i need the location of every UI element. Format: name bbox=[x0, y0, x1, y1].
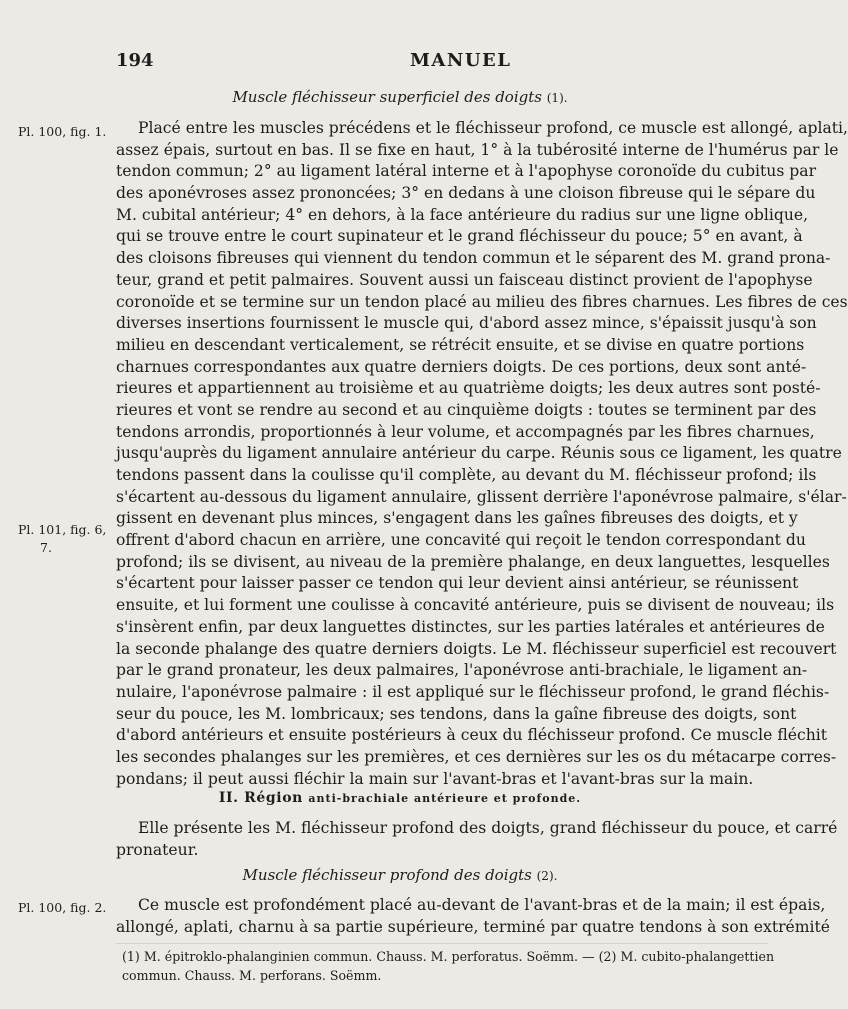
footnote-ref: (2). bbox=[536, 869, 558, 883]
text-line: allongé, aplati, charnu à sa partie supérieure, terminé par quatre tendons à son extrémité bbox=[116, 917, 831, 936]
page-number: 194 bbox=[116, 50, 154, 71]
text-line: s'écartent pour laisser passer ce tendon qui leur devient ainsi antérieur, se réunissent bbox=[116, 574, 799, 593]
text-line: des cloisons fibreuses qui viennent du tendon commun et le séparent des M. grand prona- bbox=[116, 249, 831, 268]
text-line: s'écartent au-dessous du ligament annulaire, glissent derrière l'aponévrose palmaire, s'élar- bbox=[116, 487, 847, 506]
running-title: MANUEL bbox=[410, 50, 512, 71]
text-line: seur du pouce, les M. lombricaux; ses tendons, dans la gaîne fibreuse des doigts, sont bbox=[116, 704, 797, 723]
text-line: ensuite, et lui forment une coulisse à concavité antérieure, puis se divisent de nouveau; ils bbox=[116, 596, 835, 615]
text-line: assez épais, surtout en bas. Il se fixe en haut, 1° à la tubérosité interne de l'humérus par le bbox=[116, 140, 839, 159]
text-line: gissent en devenant plus minces, s'engagent dans les gaînes fibreuses des doigts, et y bbox=[116, 509, 798, 528]
text-line: qui se trouve entre le court supinateur et le grand fléchisseur du pouce; 5° en avant, à bbox=[116, 227, 803, 246]
text-line: rieures et vont se rendre au second et au cinquième doigts : toutes se terminent par des bbox=[116, 400, 817, 419]
paragraph-flechisseur-superficiel bbox=[116, 118, 848, 790]
section-title-text: Muscle fléchisseur profond des doigts bbox=[242, 866, 532, 884]
section-title-text: Muscle fléchisseur superficiel des doigts bbox=[232, 88, 542, 106]
footnote-ref: (1). bbox=[546, 91, 568, 105]
text-line: Ce muscle est profondément placé au-devant de l'avant-bras et de la main; il est épais, bbox=[138, 896, 826, 914]
text-line: rieures et appartiennent au troisième et au quatrième doigts; les deux autres sont posté- bbox=[116, 379, 821, 398]
text-line: jusqu'auprès du ligament annulaire antérieur du carpe. Réunis sous ce ligament, les quatre bbox=[116, 444, 842, 463]
text-line: la seconde phalange des quatre derniers doigts. Le M. fléchisseur superficiel est recouvert bbox=[116, 639, 837, 658]
text-line: Elle présente les M. fléchisseur profond des doigts, grand fléchisseur du pouce, et carré bbox=[138, 819, 838, 837]
section-title-flechisseur-profond bbox=[0, 866, 800, 884]
text-line: des aponévroses assez prononcées; 3° en dedans à une cloison fibreuse qui le sépare du bbox=[116, 184, 816, 203]
text-line: les secondes phalanges sur les premières, et ces dernières sur les os du métacarpe corres- bbox=[116, 747, 837, 766]
section-title-flechisseur-superficiel bbox=[0, 88, 800, 106]
text-line: pronateur. bbox=[116, 840, 199, 859]
text-line: diverses insertions fournissent le muscle qui, d'abord assez mince, s'épaissit jusqu'à son bbox=[116, 314, 817, 333]
footnote-line: (1) M. épitroklo-phalanginien commun. Chauss. M. perforatus. Soëmm. — (2) M. cubito-phalangettien bbox=[122, 949, 775, 964]
text-line: d'abord antérieurs et ensuite postérieurs à ceux du fléchisseur profond. Ce muscle fléchit bbox=[116, 726, 828, 745]
text-line: pondans; il peut aussi fléchir la main sur l'avant-bras et l'avant-bras sur la main. bbox=[116, 769, 754, 788]
section-heading-region-anti-brachiale bbox=[0, 790, 800, 806]
text-line: tendons arrondis, proportionnés à leur volume, et accompagnés par les fibres charnues, bbox=[116, 422, 815, 441]
text-line: tendons passent dans la coulisse qu'il complète, au devant du M. fléchisseur profond; ils bbox=[116, 466, 817, 484]
footnote-line: commun. Chauss. M. perforans. Soëmm. bbox=[122, 968, 382, 983]
text-line: coronoïde et se termine sur un tendon placé au milieu des fibres charnues. Les fibres de ces bbox=[116, 292, 848, 311]
text-line: profond; ils se divisent, au niveau de la première phalange, en deux languettes, lesquelles bbox=[116, 552, 830, 571]
section-numeral: II. bbox=[218, 790, 239, 806]
paragraph-flechisseur-profond bbox=[116, 895, 831, 938]
section-heading-caps: Région bbox=[244, 790, 303, 806]
text-line: teur, grand et petit palmaires. Souvent aussi un faisceau distinct provient de l'apophyse bbox=[116, 270, 813, 289]
margin-note-plate: Pl. 100, fig. 2. bbox=[18, 900, 107, 915]
margin-note-plate: Pl. 101, fig. 6, bbox=[18, 522, 107, 537]
text-line: charnues correspondantes aux quatre derniers doigts. De ces portions, deux sont anté- bbox=[116, 357, 807, 376]
text-line: s'insèrent enfin, par deux languettes distinctes, sur les parties latérales et antérieures de bbox=[116, 617, 825, 636]
footnotes bbox=[122, 947, 775, 985]
text-line: tendon commun; 2° au ligament latéral interne et à l'apophyse coronoïde du cubitus par bbox=[116, 162, 817, 181]
margin-note-plate: 7. bbox=[40, 540, 52, 555]
footnote-divider bbox=[116, 943, 768, 944]
text-line: milieu en descendant verticalement, se rétrécit ensuite, et se divise en quatre portions bbox=[116, 335, 805, 354]
text-line: M. cubital antérieur; 4° en dehors, à la face antérieure du radius sur une ligne oblique, bbox=[116, 205, 809, 224]
text-line: Placé entre les muscles précédens et le fléchisseur profond, ce muscle est allongé, aplati, bbox=[138, 119, 848, 137]
section-heading-smallcaps: anti-brachiale antérieure et profonde. bbox=[308, 792, 582, 805]
text-line: nulaire, l'aponévrose palmaire : il est appliqué sur le fléchisseur profond, le grand fléchis- bbox=[116, 682, 830, 701]
text-line: offrent d'abord chacun en arrière, une concavité qui reçoit le tendon correspondant du bbox=[116, 531, 806, 550]
margin-note-plate: Pl. 100, fig. 1. bbox=[18, 124, 107, 139]
paragraph-region-intro bbox=[116, 818, 838, 861]
text-line: par le grand pronateur, les deux palmaires, l'aponévrose anti-brachiale, le ligament an- bbox=[116, 661, 808, 680]
